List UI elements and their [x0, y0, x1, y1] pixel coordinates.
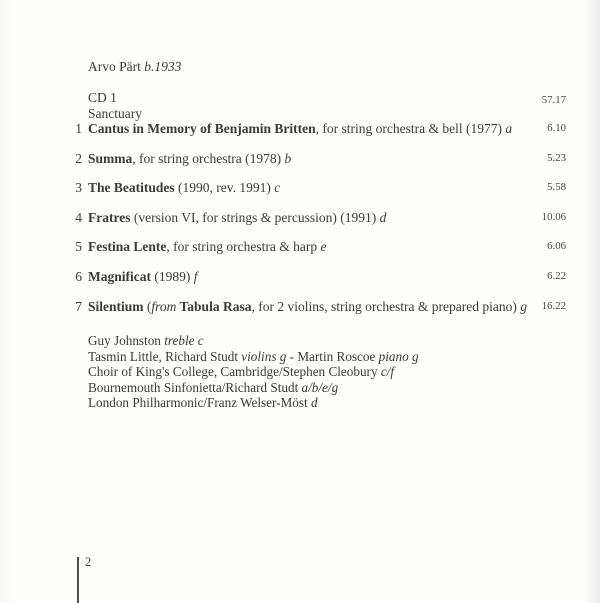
- track-title-part: e: [320, 239, 327, 255]
- track-title-part: , for string orchestra & harp: [166, 239, 321, 255]
- track-row: [62, 268, 566, 285]
- track-title: [88, 120, 566, 137]
- track-title: [88, 268, 566, 285]
- track-title-part: (1989): [151, 268, 194, 284]
- disc-label: CD 1: [88, 90, 117, 105]
- track-duration: 5.23: [547, 151, 566, 164]
- track-number: 2: [75, 150, 82, 166]
- credit-line-part: treble c: [164, 333, 204, 348]
- track-row: [62, 238, 566, 255]
- credit-line-part: Choir of King's College, Cambridge/Stephen Cleobury: [88, 364, 381, 379]
- track-row: [62, 120, 566, 137]
- credit-line: [88, 349, 419, 365]
- track-title-part: c: [274, 180, 281, 196]
- track-duration: 6.06: [547, 240, 566, 253]
- track-row: [62, 209, 566, 226]
- track-title-part: Fratres: [88, 209, 131, 225]
- track-title: [88, 238, 566, 255]
- track-title-part: d: [379, 209, 387, 225]
- credit-line-part: violins g: [241, 348, 287, 364]
- track-title-part: Summa: [88, 150, 133, 166]
- track-number: 5: [75, 239, 82, 255]
- track-row: [62, 298, 566, 315]
- track-title-part: , for string orchestra (1978): [132, 150, 285, 166]
- credit-line-part: - Martin Roscoe: [286, 348, 379, 364]
- composer-birth-year: b.1933: [144, 59, 182, 74]
- track-title-part: , for 2 violins, string orchestra & prepared piano): [251, 298, 521, 314]
- track-number: 3: [75, 180, 82, 196]
- track-title-part: Tabula Rasa: [176, 298, 252, 314]
- track-title-part: b: [284, 150, 292, 166]
- credit-line-part: Guy Johnston: [88, 333, 165, 348]
- track-list: [62, 120, 566, 327]
- credits-block: [88, 333, 419, 411]
- track-title-part: (1990, rev. 1991): [174, 180, 275, 196]
- credit-line-part: Bournemouth Sinfonietta/Richard Studt: [88, 379, 302, 395]
- credit-line-part: Tasmin Little, Richard Studt: [88, 348, 242, 364]
- track-title-part: The Beatitudes: [88, 180, 175, 196]
- track-number: 4: [75, 209, 82, 225]
- credit-line-part: piano g: [378, 348, 419, 364]
- track-title-part: Magnificat: [88, 268, 151, 284]
- track-title-part: (version VI, for strings & percussion) (1991): [130, 209, 380, 225]
- track-title-part: a: [505, 121, 513, 136]
- disc-total-time: 57.17: [541, 94, 566, 106]
- composer-name: Arvo Pärt: [88, 59, 141, 74]
- track-title: [88, 150, 566, 167]
- track-number: 1: [75, 121, 82, 136]
- credit-line: [88, 364, 419, 380]
- track-number: 6: [75, 268, 82, 284]
- track-title: [88, 298, 566, 315]
- track-title-part: from: [151, 298, 177, 314]
- credit-line-part: d: [310, 395, 318, 410]
- track-title-part: f: [193, 268, 198, 284]
- page-number: 2: [85, 555, 92, 569]
- track-title-part: g: [520, 298, 528, 314]
- track-title: [88, 209, 566, 226]
- track-row: [62, 150, 566, 167]
- credit-line: [88, 395, 419, 411]
- credit-line-part: a/b/e/g: [301, 379, 339, 395]
- track-title-part: Festina Lente: [88, 239, 167, 255]
- track-title: [88, 179, 566, 196]
- track-number: 7: [75, 298, 82, 314]
- disc-block: [88, 90, 142, 121]
- credit-line-part: London Philharmonic/Franz Welser-Möst: [88, 395, 311, 410]
- track-title-part: Cantus in Memory of Benjamin Britten: [88, 121, 316, 136]
- track-title-part: Silentium: [88, 298, 144, 314]
- track-duration: 6.22: [547, 269, 566, 282]
- track-duration: 6.10: [547, 122, 566, 134]
- track-row: [62, 179, 566, 196]
- album-title: Sanctuary: [88, 105, 142, 121]
- track-title-part: (: [143, 298, 152, 314]
- track-duration: 5.58: [547, 181, 566, 194]
- track-title-part: , for string orchestra & bell (1977): [315, 121, 506, 136]
- page-number-rule: [77, 557, 79, 603]
- credit-line: [88, 380, 419, 396]
- credit-line-part: c/f: [380, 364, 395, 379]
- composer-line: [88, 58, 181, 75]
- track-duration: 10.06: [541, 210, 566, 223]
- track-duration: 16.22: [541, 299, 566, 312]
- credit-line: [88, 333, 419, 349]
